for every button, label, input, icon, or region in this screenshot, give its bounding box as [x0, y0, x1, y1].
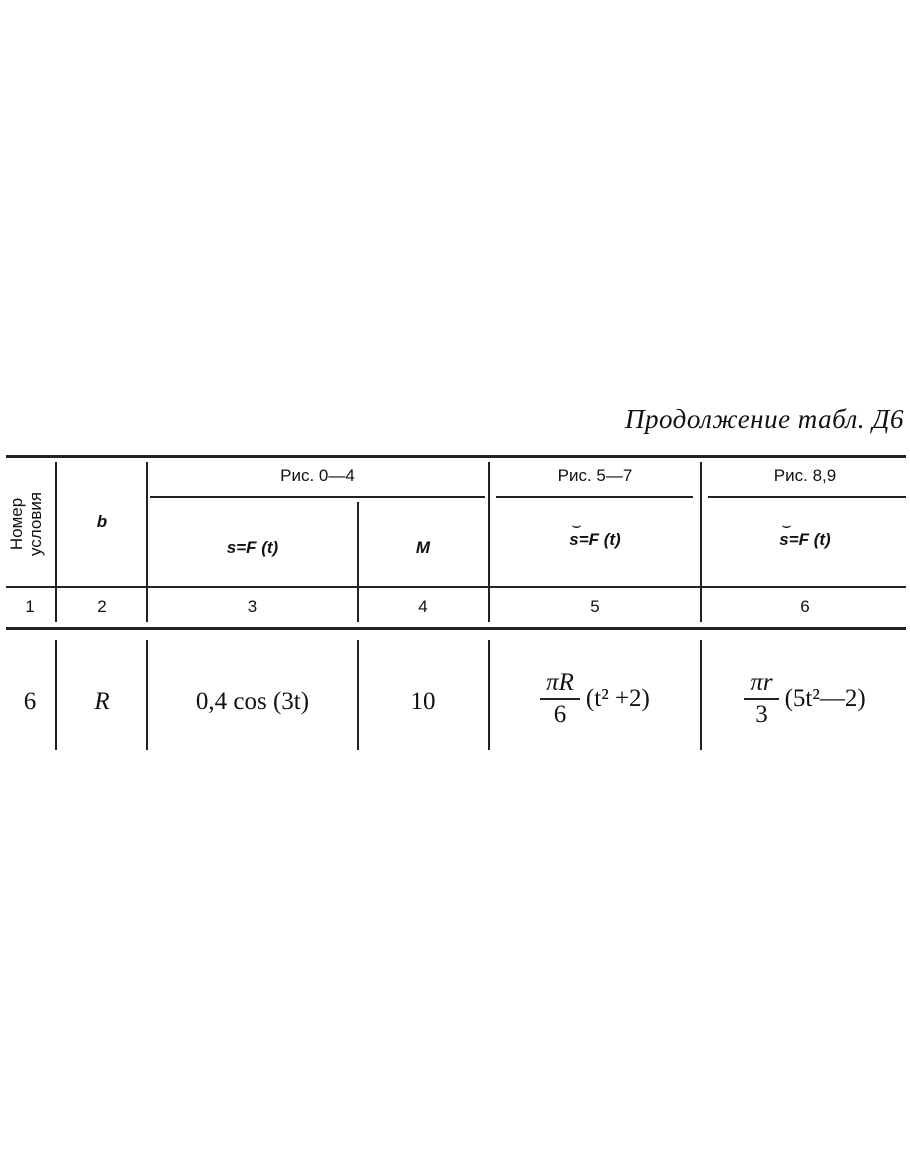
group-underline-fig-8-9	[708, 496, 906, 498]
column3-header: s=F (t)	[226, 538, 279, 557]
col-divider-2	[146, 462, 148, 622]
arc-mark: ⌣	[781, 517, 792, 534]
row-number: 6	[23, 688, 37, 715]
formula-fig-5-7	[492, 668, 698, 730]
arc-mark: ⌣	[571, 517, 582, 534]
column6-header-text: s=F (t)	[779, 530, 831, 549]
column-number-1: 1	[25, 597, 35, 616]
row-divider-4	[488, 640, 490, 750]
number-header-line1: Номер	[7, 497, 26, 551]
column-number-4: 4	[418, 597, 428, 616]
column6-header	[704, 517, 906, 550]
row-divider-5	[700, 640, 702, 750]
formula-tail: (t² +2)	[585, 685, 650, 712]
group-header-fig-8-9: Рис. 8,9	[773, 466, 837, 485]
table-top-rule	[6, 455, 906, 458]
column-number-5: 5	[590, 597, 600, 616]
group-underline-fig-5-7	[496, 496, 693, 498]
col-divider-1	[55, 462, 57, 622]
fraction	[540, 668, 580, 730]
column-number-6: 6	[800, 597, 810, 616]
fraction-denominator: 6	[553, 701, 567, 728]
formula-fig-8-9	[704, 668, 906, 730]
row-divider-3	[357, 640, 359, 750]
b-column-header: b	[96, 512, 108, 531]
column4-header: M	[415, 538, 431, 557]
b-value: R	[94, 688, 110, 715]
group-header-fig-5-7: Рис. 5—7	[557, 466, 633, 485]
col-divider-3	[357, 502, 359, 622]
fraction-numerator: πr	[744, 668, 778, 700]
column5-header-text: s=F (t)	[569, 530, 621, 549]
column-number-3: 3	[247, 597, 258, 616]
table-caption: Продолжение табл. Д6	[625, 404, 904, 434]
column5-header	[492, 517, 698, 550]
number-header-line2: условия	[26, 491, 45, 557]
s-value-fig-0-4: 0,4 cos (3t)	[195, 688, 310, 715]
col-divider-4	[488, 462, 490, 622]
formula-tail: (5t²—2)	[784, 685, 866, 712]
column-number-2: 2	[97, 597, 107, 616]
column-number-rule	[6, 627, 906, 630]
group-header-fig-0-4: Рис. 0—4	[280, 466, 355, 485]
fraction-denominator: 3	[755, 701, 768, 728]
col-divider-5	[700, 462, 702, 622]
row-divider-2	[146, 640, 148, 750]
fraction-numerator: πR	[540, 668, 580, 700]
header-bottom-rule	[6, 586, 906, 588]
fraction	[744, 668, 778, 730]
group-underline-fig-0-4	[150, 496, 485, 498]
row-divider-1	[55, 640, 57, 750]
m-value: 10	[410, 688, 436, 715]
